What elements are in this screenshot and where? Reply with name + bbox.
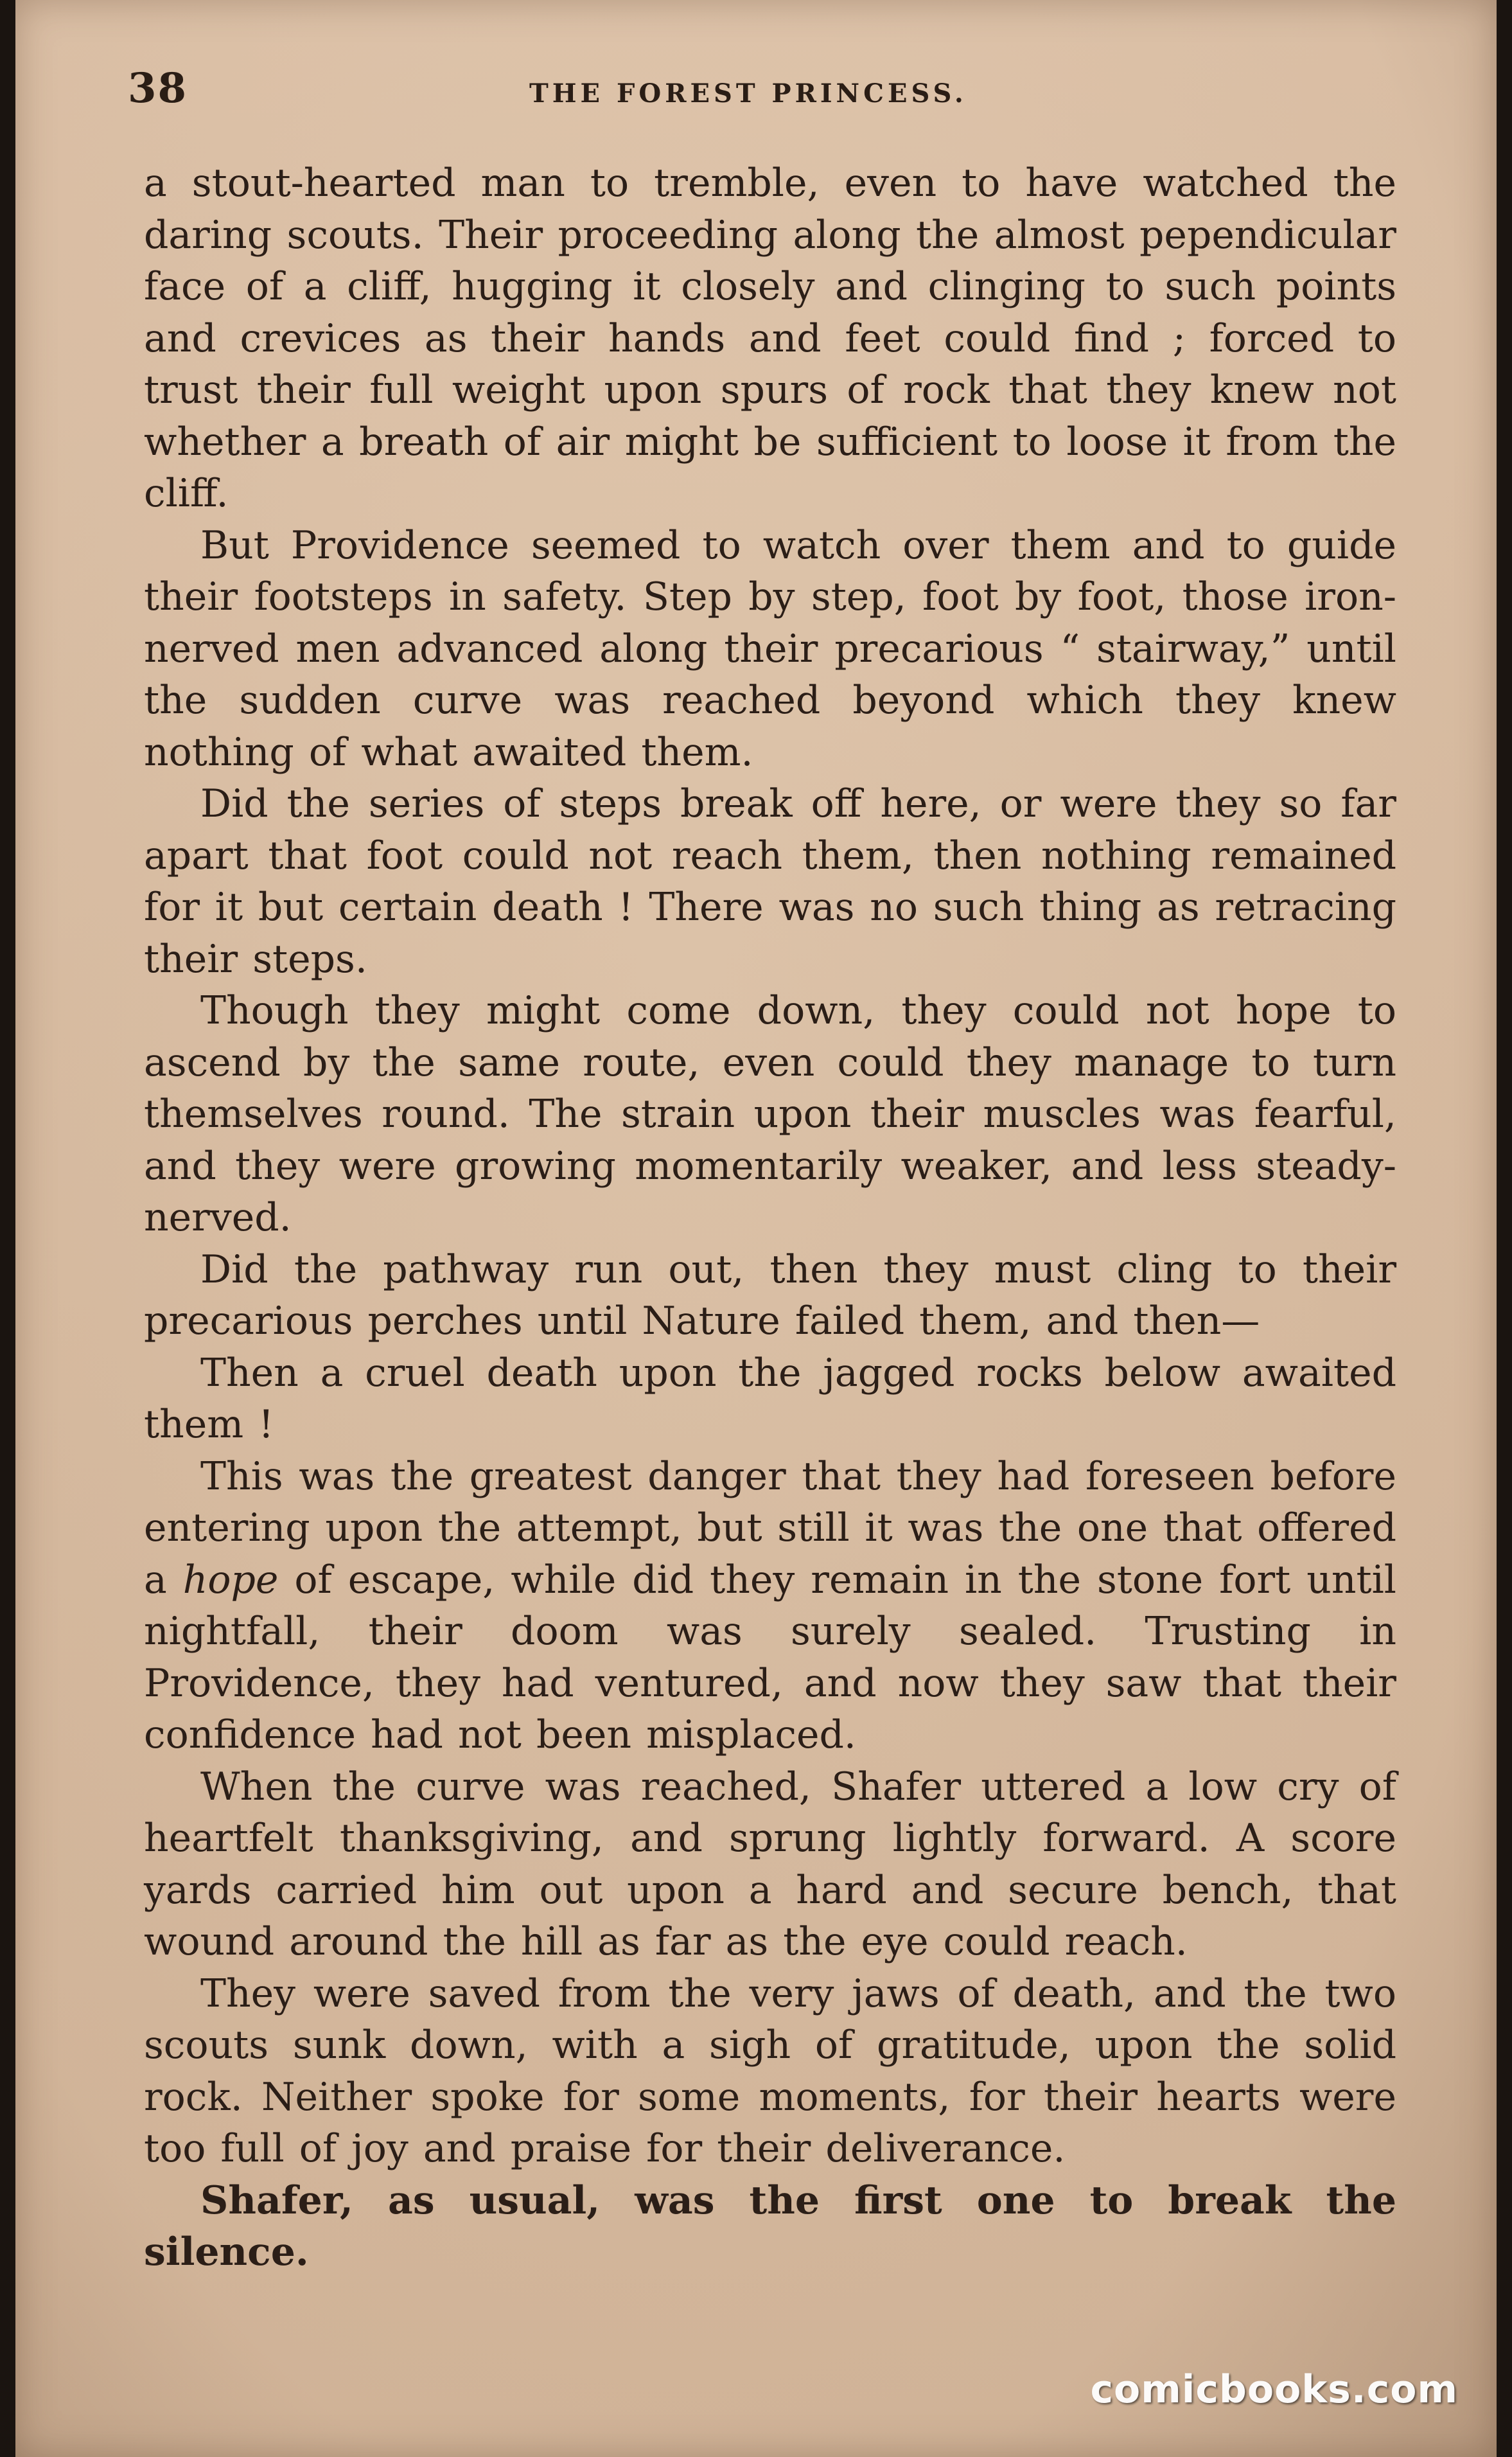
running-head [15,64,1497,129]
paragraph-7-before: This was the greatest danger that they had foreseen before entering upon the attempt, but still it was the one that offered a [144,1453,1396,1602]
paragraph-2: But Providence seemed to watch over them and to guide their footsteps in safety. Step by step, foot by foot, those iron-nerved men advanced along their precarious “ stairway,” until the sudden curve was reached beyond which they knew nothing of what awaited them. [144,522,1396,775]
text-body [144,157,1396,2278]
paragraph-6: Then a cruel death upon the jagged rocks below awaited them ! [144,1350,1396,1447]
paragraph-4: Though they might come down, they could not hope to ascend by the same route, even could they manage to turn themselves round. The strain upon their muscles was fearful, and they were growing momentarily weaker, and less steady-nerved. [144,988,1396,1240]
page-number: 38 [128,64,188,112]
paragraph-8: When the curve was reached, Shafer uttered a low cry of heartfelt thanksgiving, and sprung lightly forward. A score yards carried him out upon a hard and secure bench, that wound around the hill as far as the eye could reach. [144,1764,1396,1964]
running-title: THE FOREST PRINCESS. [529,78,967,109]
paragraph-9: They were saved from the very jaws of death, and the two scouts sunk down, with a sigh of gratitude, upon the solid rock. Neither spoke for some moments, for their hearts were too full of joy and praise for their deliverance. [144,1971,1396,2171]
book-page [15,0,1497,2457]
paragraph-5: Did the pathway run out, then they must cling to their precarious perches until Nature failed them, and then— [144,1246,1396,1344]
paragraph-1: a stout-hearted man to tremble, even to have watched the daring scouts. Their proceeding along the almost pependicular face of a cliff, hugging it closely and clinging to such points and crevices as their hands and feet could find ; forced to trust their full weight upon spurs of rock that they knew not whether a breath of air might be sufficient to loose it from the cliff. [144,161,1396,516]
watermark: comicbooks.com [1090,2367,1458,2412]
paragraph-7 [144,1451,1396,1761]
paragraph-3: Did the series of steps break off here, or were they so far apart that foot could not reach them, then nothing remained for it but certain death ! There was no such thing as retracing their steps. [144,781,1396,982]
emphasis-hope: hope [182,1557,279,1602]
paragraph-10: Shafer, as usual, was the first one to break the silence. [144,2178,1396,2275]
paragraph-7-after: of escape, while did they remain in the stone fort until nightfall, their doom was surely sealed. Trusting in Providence, they had ventured, and now they saw that their confidence had not been misplaced. [144,1557,1396,1757]
